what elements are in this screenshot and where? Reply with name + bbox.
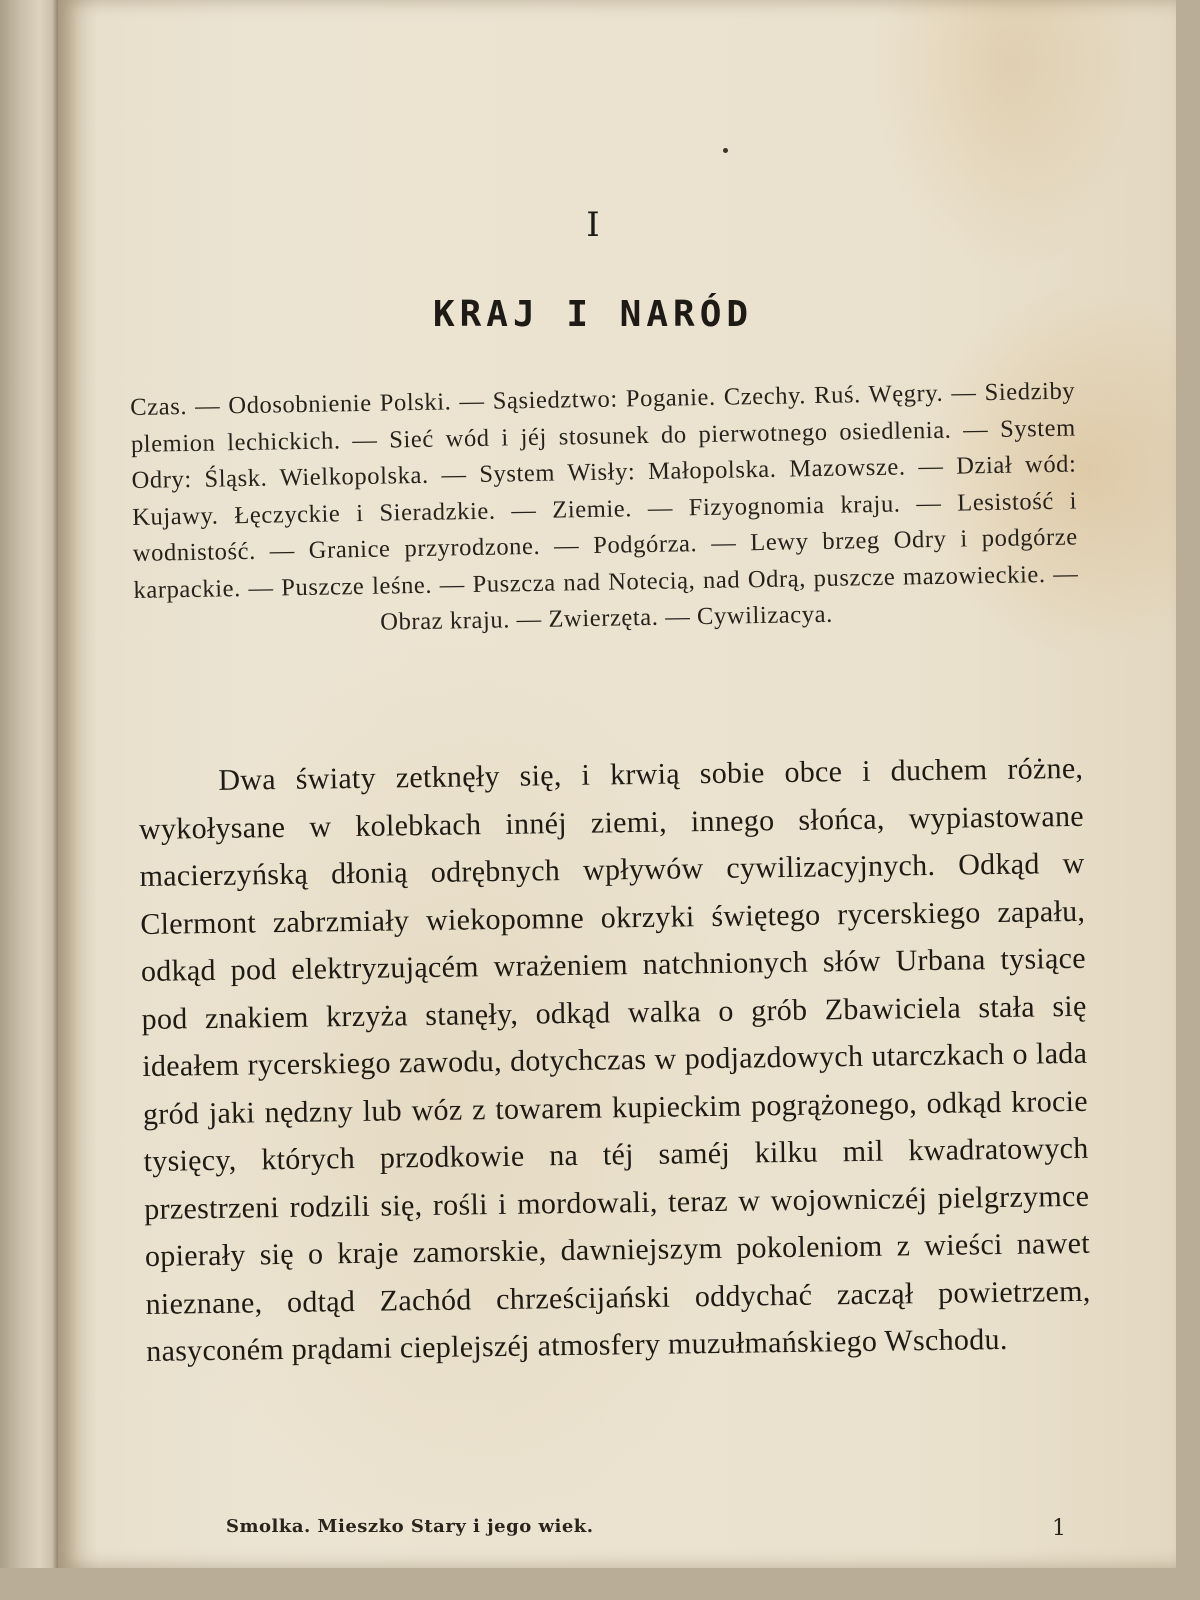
chapter-title: KRAJ I NARÓD — [432, 294, 754, 335]
body-paragraph: Dwa światy zetknęły się, i krwią sobie obce i duchem różne, wykołysane w kolebkach innéj ziemi, innego słońca, wypiastowane macierzyńską dłonią odrębnych wpływów cywilizacyjnych. Odkąd w Clermont zabrzmiały wiekopomne okrzyki świętego rycerskiego zapału, odkąd pod elektryzującém wrażeniem natchnionych słów Urbana tysiące pod znakiem krzyża stanęły, odkąd walka o grób Zbawiciela stała się ideałem rycerskiego zawodu, dotychczas w podjazdowych utarczkach o lada gród jaki nędzny lub wóz z towarem kupieckim pogrążonego, odkąd krocie tysięcy, których przodkowie na téj saméj kilku mil kwadratowych przestrzeni rodzili się, rośli i mordowali, teraz w wojowniczéj pielgrzymce opierały się o kraje zamorskie, dawniejszym pokoleniom z wieści nawet nieznane, odtąd Zachód chrześcijański oddychać zaczął powietrzem, nasyconém prądami cieplejszéj atmosfery muzułmańskiego Wschodu. — [138, 751, 1091, 1368]
ink-speck — [723, 148, 728, 153]
book-page — [58, 0, 1176, 1568]
page-footer — [226, 1516, 1066, 1541]
chapter-number: I — [586, 205, 600, 245]
running-title: Smolka. Mieszko Stary i jego wiek. — [226, 1516, 594, 1537]
chapter-summary: Czas. — Odosobnienie Polski. — Sąsiedztwo: Poganie. Czechy. Ruś. Węgry. — Siedziby plemion lechickich. — Sieć wód i jéj stosunek do pierwotnego osiedlenia. — System Odry: Śląsk. Wielkopolska. — System Wisły: Małopolska. Mazowsze. — Dział wód: Kujawy. Łęczyckie i Sieradzkie. — Ziemie. — Fizyognomia kraju. — Lesistość i wodnistość. — Granice przyrodzone. — Podgórza. — Lewy brzeg Odry i podgórze karpackie. — Puszcze leśne. — Puszcza nad Notecią, nad Odrą, puszcze mazowieckie. — Obraz kraju. — Zwierzęta. — Cywilizacya. — [130, 377, 1079, 636]
page-number: 1 — [1052, 1516, 1066, 1541]
